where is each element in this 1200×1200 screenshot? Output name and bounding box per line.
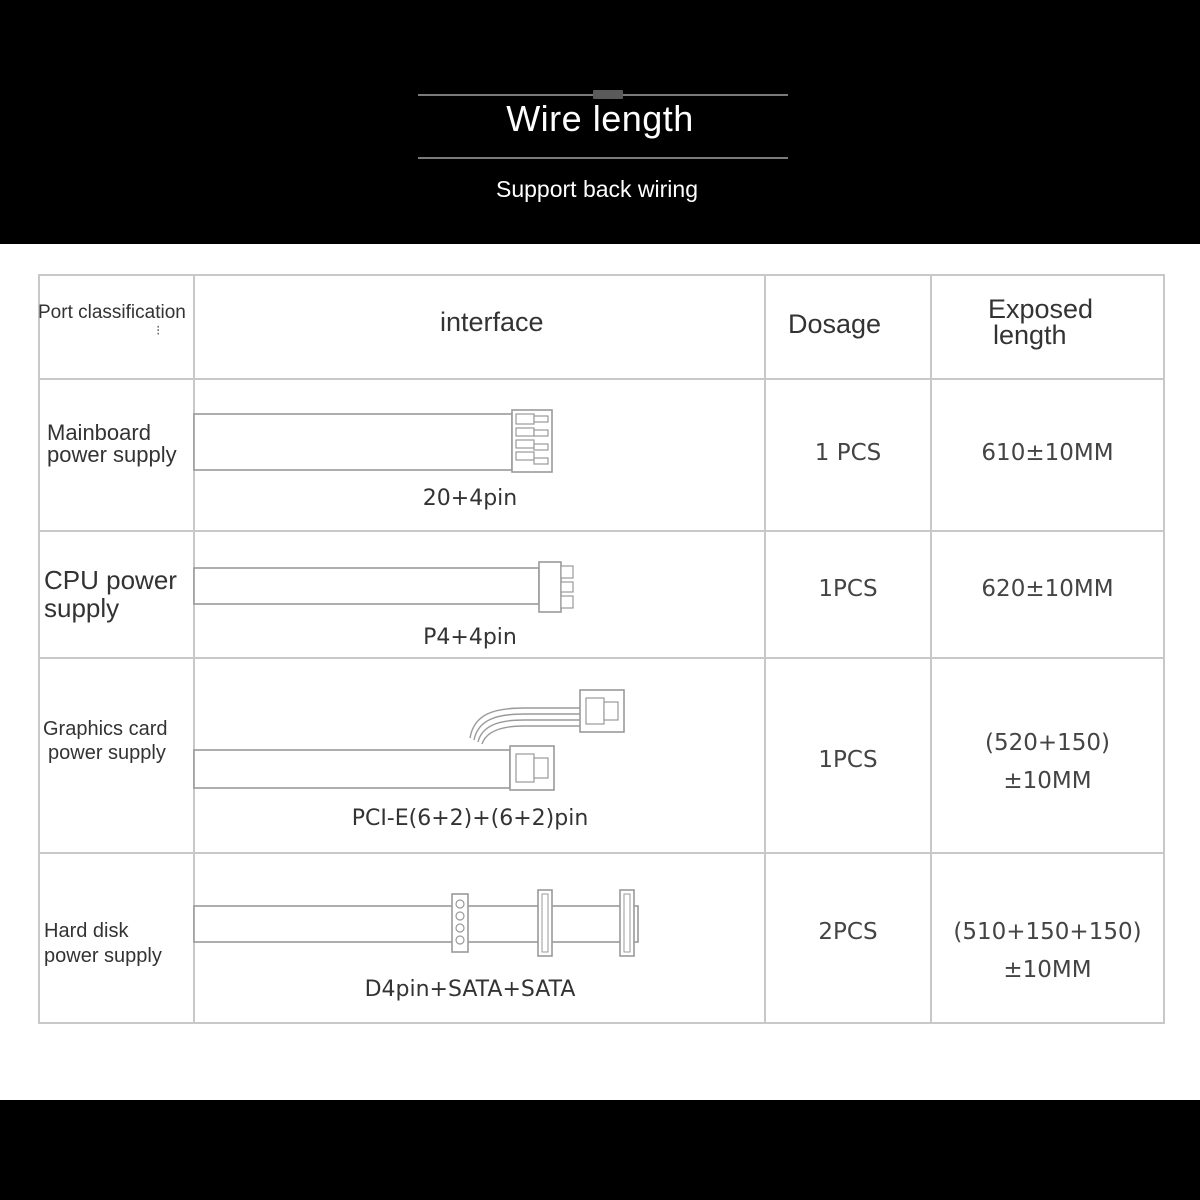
footer-band — [0, 1100, 1200, 1200]
table-border-left — [38, 274, 40, 1024]
molex-sata-cable-icon — [194, 886, 644, 962]
table-row-divider — [38, 657, 1165, 659]
row-category-line: Mainboard — [47, 420, 151, 445]
connector-label: 20+4pin — [422, 486, 518, 511]
connector-label: P4+4pin — [423, 625, 517, 650]
column-header-exposed-length-line-1: Exposed — [988, 294, 1094, 324]
length-value: (520+150) — [984, 730, 1111, 756]
row-category-line: supply — [44, 593, 120, 623]
length-value: (510+150+150) — [953, 919, 1142, 945]
length-value: 610±10MM — [981, 440, 1114, 466]
length-value: ±10MM — [1003, 957, 1092, 983]
table-row-divider — [38, 852, 1165, 854]
row-category-line: power supply — [48, 742, 166, 764]
pcie-8pin-cable-icon — [194, 684, 634, 794]
header-marker: ⁝ — [156, 322, 161, 338]
length-value: 620±10MM — [981, 576, 1114, 602]
title-bottom-rule — [418, 157, 788, 159]
connector-label: D4pin+SATA+SATA — [364, 977, 576, 1002]
page-subtitle: Support back wiring — [496, 176, 698, 202]
table-border-bottom — [38, 1022, 1165, 1024]
row-category-line: power supply — [47, 442, 177, 467]
row-category-line: Hard disk — [44, 920, 129, 942]
column-header-dosage: Dosage — [788, 309, 882, 339]
spec-table — [38, 274, 1165, 1024]
dosage-value: 1PCS — [818, 747, 878, 773]
connector-label: PCI-E(6+2)+(6+2)pin — [351, 806, 589, 831]
header-band — [0, 0, 1200, 244]
table-header-divider — [38, 378, 1165, 380]
column-header-interface: interface — [440, 307, 544, 337]
table-col-divider — [764, 274, 766, 1024]
page-title: Wire length — [506, 98, 694, 139]
cpu-8pin-cable-icon — [194, 558, 594, 618]
table-border-right — [1163, 274, 1165, 1024]
table-row-divider — [38, 530, 1165, 532]
length-value: ±10MM — [1003, 768, 1092, 794]
dosage-value: 2PCS — [818, 919, 878, 945]
table-border-top — [38, 274, 1165, 276]
atx-24pin-cable-icon — [194, 402, 554, 482]
column-header-port-classification: Port classification — [38, 302, 186, 323]
row-category-line: CPU power — [44, 565, 177, 595]
column-header-exposed-length-line-2: length — [993, 320, 1067, 350]
dosage-value: 1 PCS — [814, 440, 882, 466]
dosage-value: 1PCS — [818, 576, 878, 602]
table-col-divider — [930, 274, 932, 1024]
row-category-line: power supply — [44, 945, 162, 967]
row-category-line: Graphics card — [43, 718, 168, 740]
